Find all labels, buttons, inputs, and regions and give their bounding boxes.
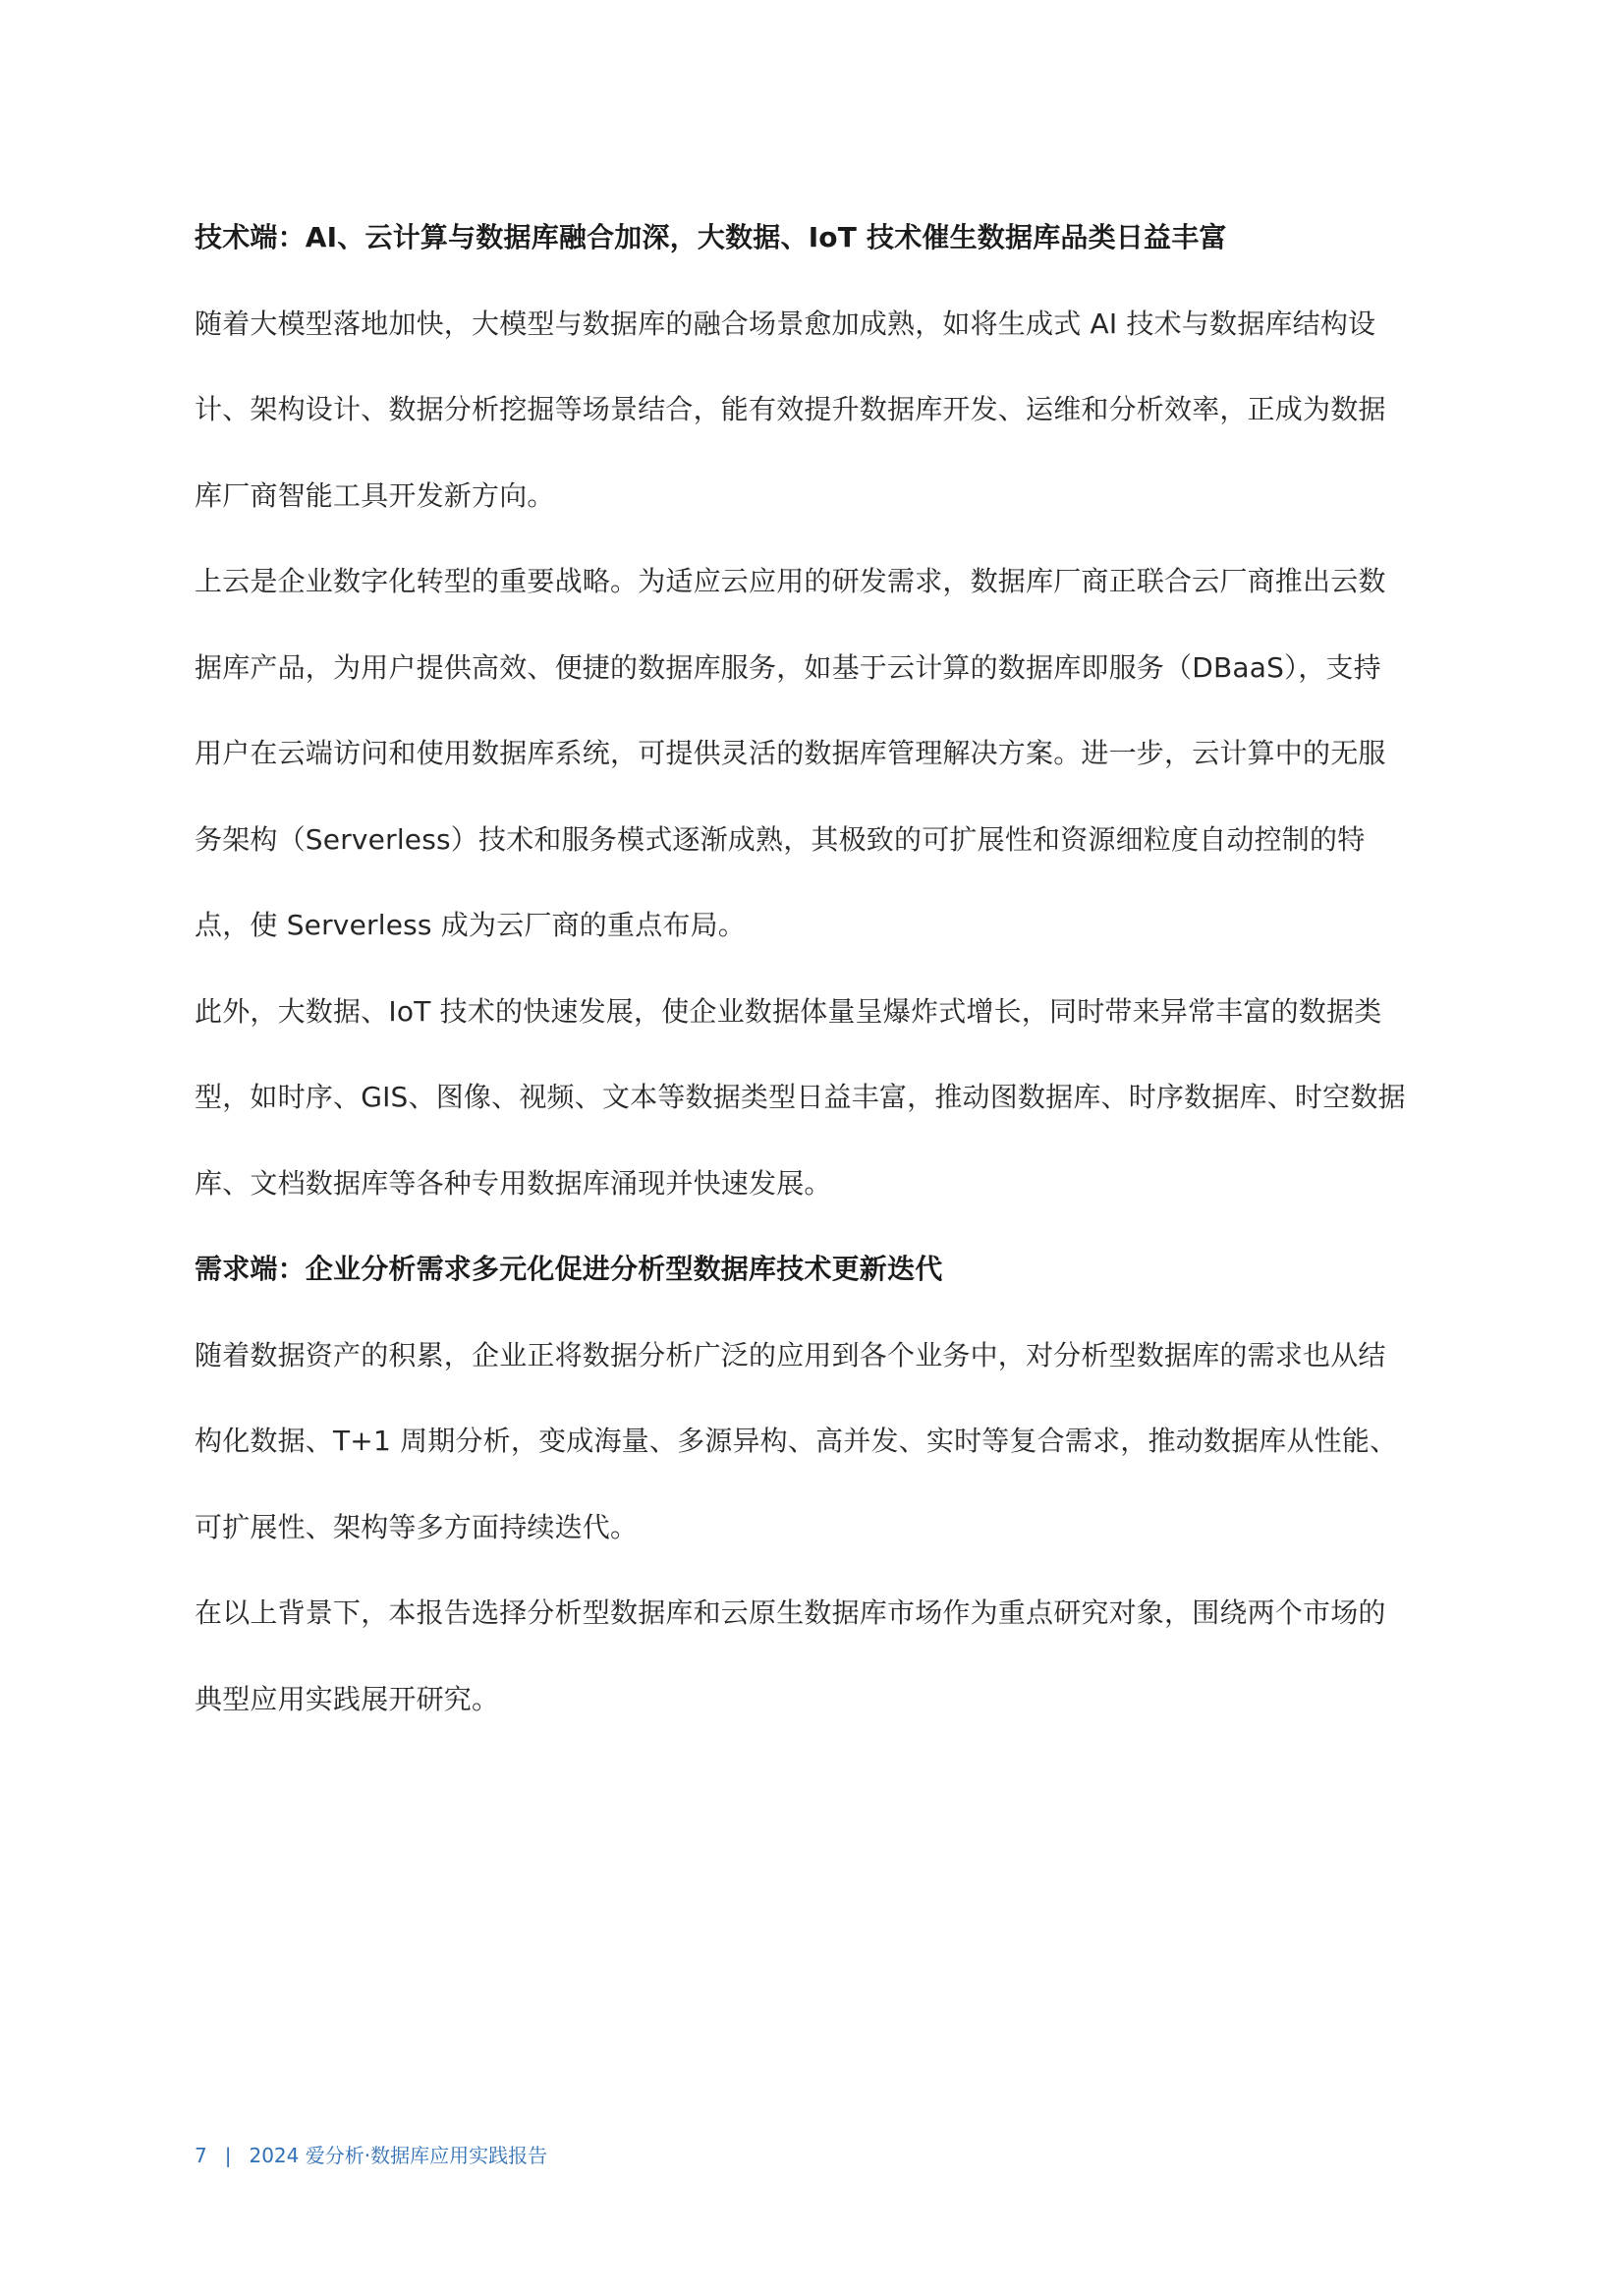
paragraph-line: 库厂商智能工具开发新方向。 — [195, 479, 555, 512]
paragraph-line: 上云是企业数字化转型的重要战略。为适应云应用的研发需求，数据库厂商正联合云厂商推出云数 — [195, 565, 1386, 597]
paragraph-line: 据库产品，为用户提供高效、便捷的数据库服务，如基于云计算的数据库即服务（DBaaS），支持 — [195, 651, 1381, 684]
paragraph-line: 在以上背景下，本报告选择分析型数据库和云原生数据库市场作为重点研究对象，围绕两个市场的 — [195, 1596, 1386, 1629]
paragraph-line: 可扩展性、架构等多方面持续迭代。 — [195, 1511, 639, 1543]
paragraph-line: 构化数据、T+1 周期分析，变成海量、多源异构、高并发、实时等复合需求，推动数据库从性能、 — [195, 1425, 1398, 1457]
paragraph-line: 务架构（Serverless）技术和服务模式逐渐成熟，其极致的可扩展性和资源细粒度自动控制的特 — [195, 823, 1366, 856]
footer-separator: | — [224, 2144, 232, 2167]
paragraph-line: 用户在云端访问和使用数据库系统，可提供灵活的数据库管理解决方案。进一步，云计算中的无服 — [195, 737, 1386, 769]
paragraph-line: 点，使 Serverless 成为云厂商的重点布局。 — [195, 909, 747, 941]
paragraph-line: 此外，大数据、IoT 技术的快速发展，使企业数据体量呈爆炸式增长，同时带来异常丰富的数据类 — [195, 995, 1382, 1028]
report-title: 2024 爱分析·数据库应用实践报告 — [249, 2144, 548, 2167]
section-heading-tech: 技术端：AI、云计算与数据库融合加深，大数据、IoT 技术催生数据库品类日益丰富 — [195, 221, 1227, 253]
paragraph-line: 库、文档数据库等各种专用数据库涌现并快速发展。 — [195, 1167, 832, 1200]
page-number: 7 — [195, 2144, 207, 2167]
paragraph-line: 典型应用实践展开研究。 — [195, 1683, 500, 1715]
paragraph-line: 型，如时序、GIS、图像、视频、文本等数据类型日益丰富，推动图数据库、时序数据库、时空数据 — [195, 1081, 1406, 1113]
page-footer — [195, 2142, 547, 2169]
paragraph-line: 随着数据资产的积累，企业正将数据分析广泛的应用到各个业务中，对分析型数据库的需求也从结 — [195, 1339, 1386, 1371]
paragraph-line: 随着大模型落地加快，大模型与数据库的融合场景愈加成熟，如将生成式 AI 技术与数据库结构设 — [195, 308, 1376, 340]
paragraph-line: 计、架构设计、数据分析挖掘等场景结合，能有效提升数据库开发、运维和分析效率，正成为数据 — [195, 393, 1386, 425]
section-heading-demand: 需求端：企业分析需求多元化促进分析型数据库技术更新迭代 — [195, 1253, 943, 1285]
